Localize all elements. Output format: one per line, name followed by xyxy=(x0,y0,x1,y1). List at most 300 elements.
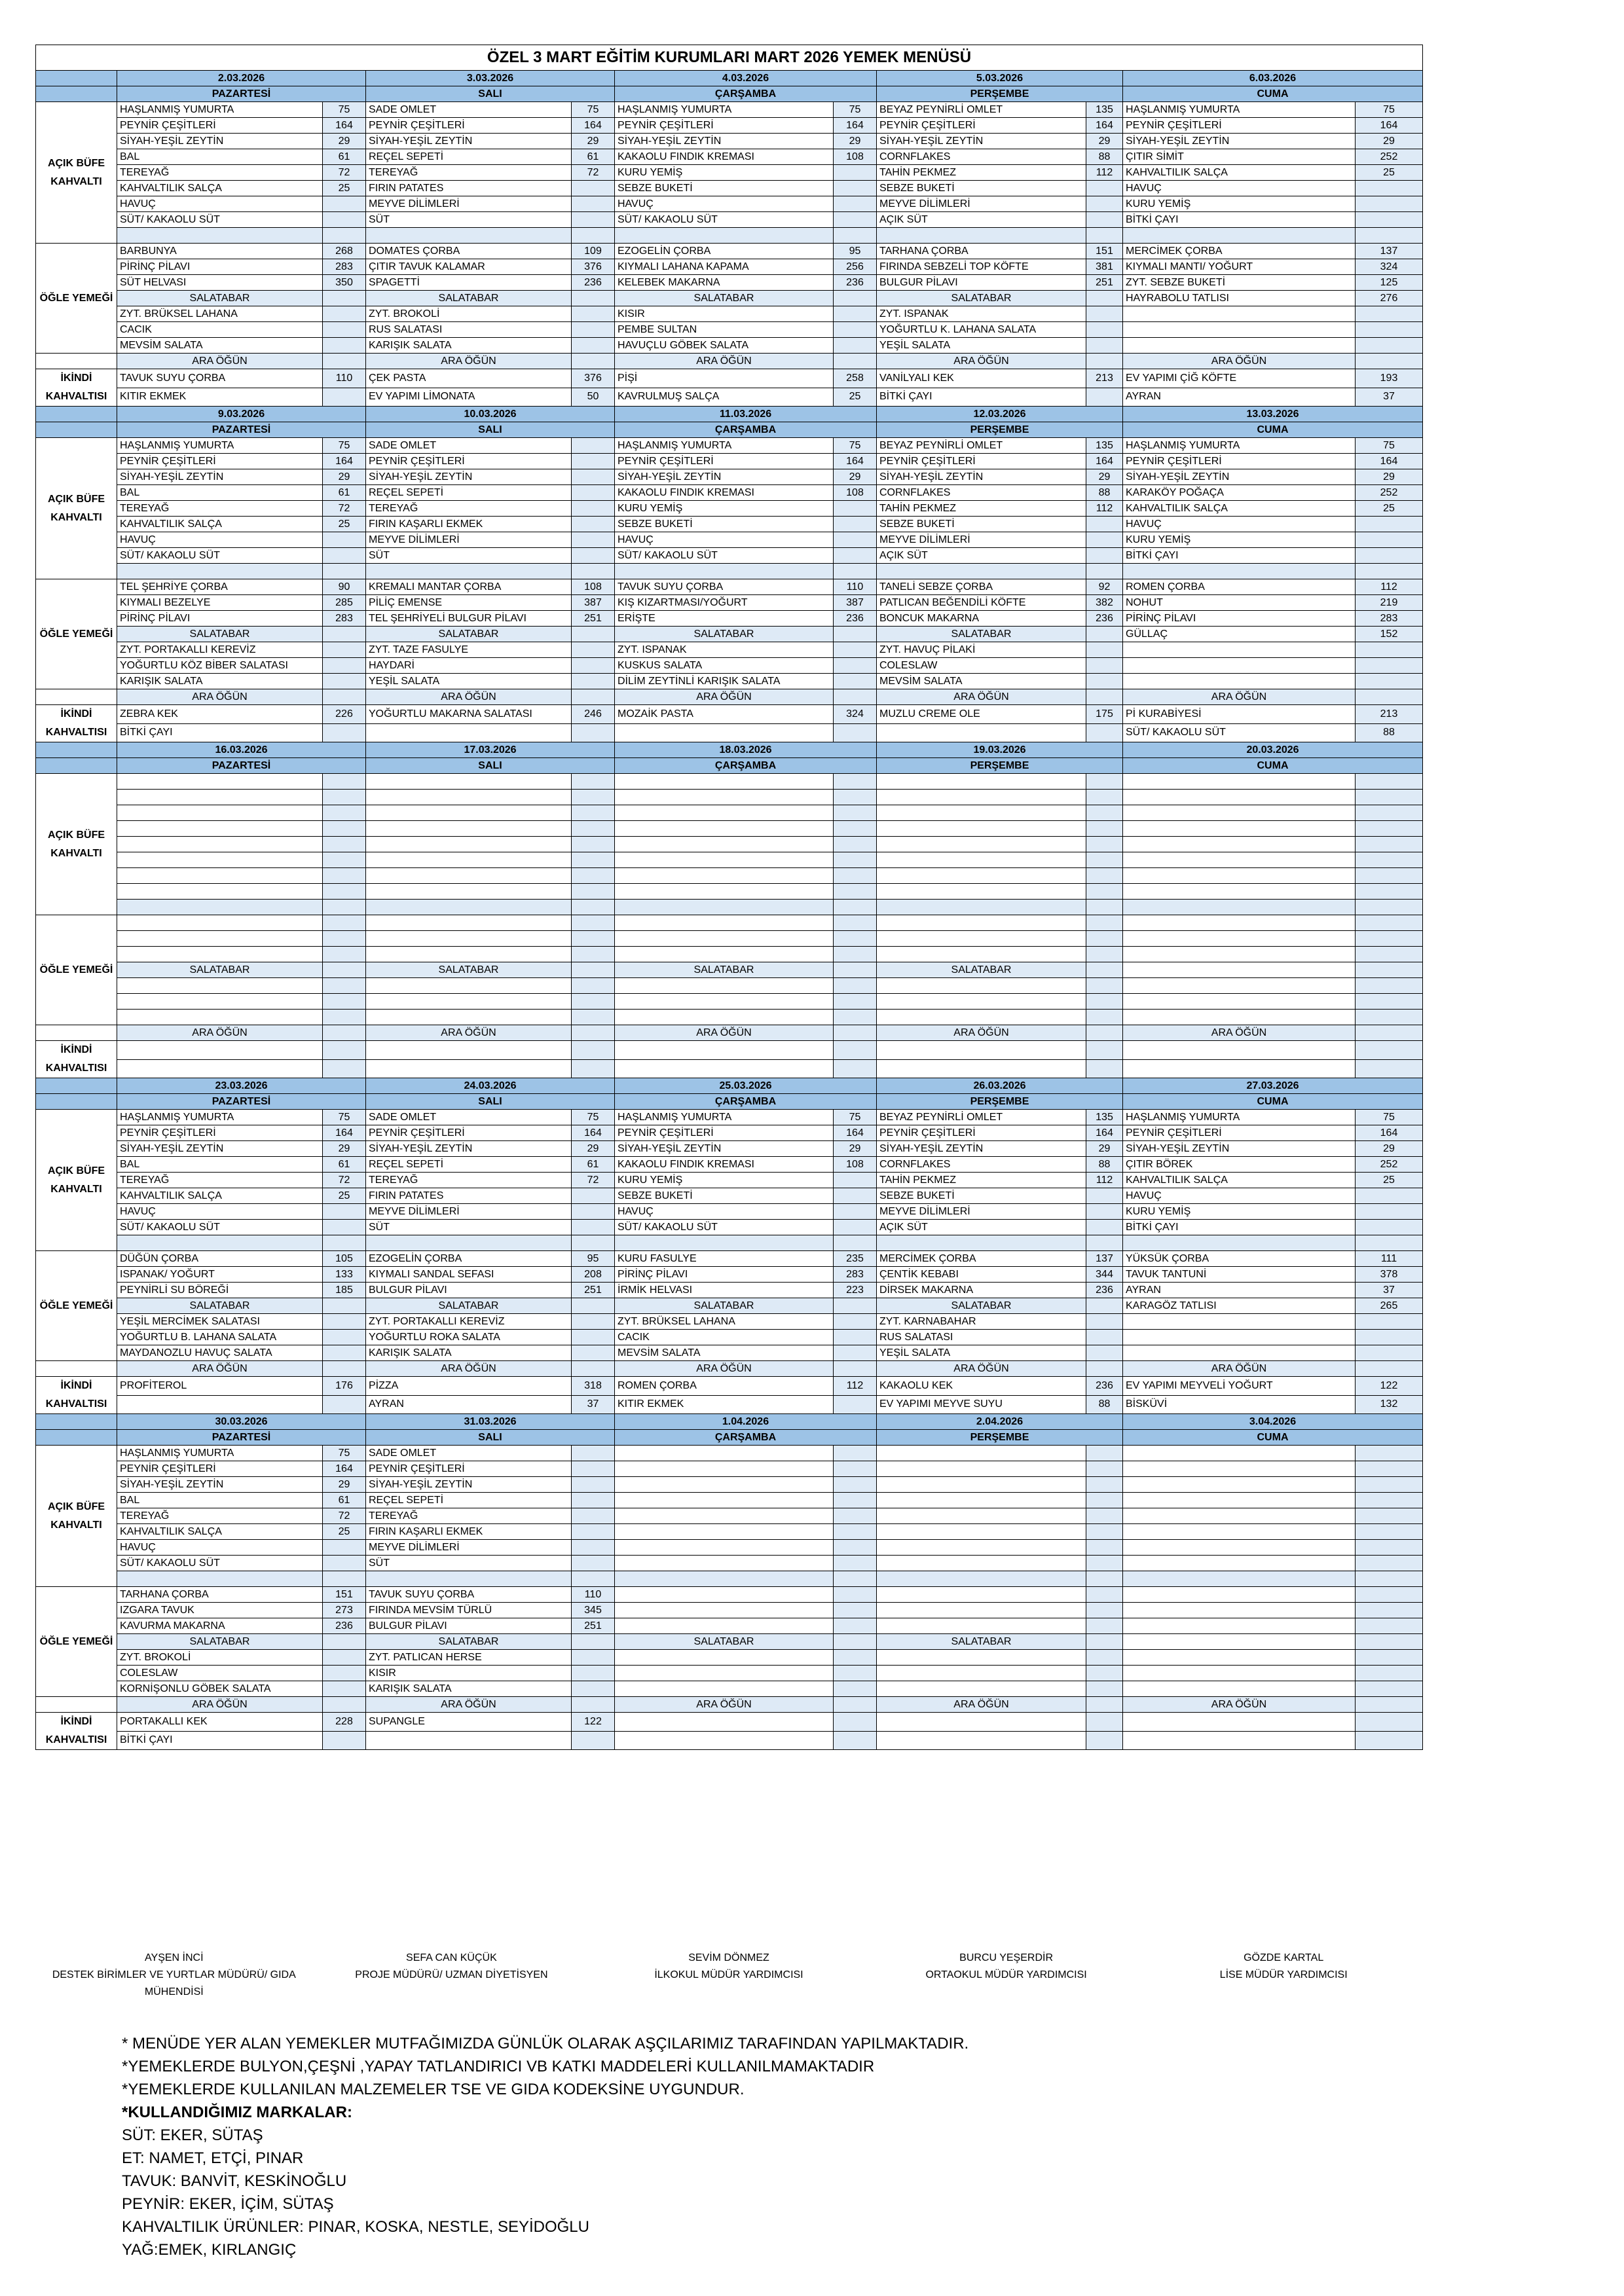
calorie-value: 75 xyxy=(1356,102,1423,118)
blank-cell xyxy=(323,1361,366,1377)
separator-cell xyxy=(117,900,323,915)
menu-item: ZYT. HAVUÇ PİLAKİ xyxy=(877,642,1086,658)
calorie-value: 387 xyxy=(572,595,615,611)
calorie-value xyxy=(323,852,366,868)
calorie-value xyxy=(834,1314,877,1330)
calorie-value: 133 xyxy=(323,1267,366,1283)
salatabar-label: SALATABAR xyxy=(615,291,834,306)
calorie-value xyxy=(834,532,877,548)
separator-cell xyxy=(615,900,834,915)
menu-item: HAVUÇ xyxy=(1123,1188,1356,1204)
table-row xyxy=(36,915,1423,931)
menu-item: FIRIN KAŞARLI EKMEK xyxy=(366,517,572,532)
menu-item xyxy=(1123,1666,1356,1681)
calorie-value xyxy=(1356,1461,1423,1477)
menu-item xyxy=(877,1587,1086,1603)
blank-cell xyxy=(36,1025,117,1041)
calorie-value xyxy=(834,1188,877,1204)
calorie-value xyxy=(1086,306,1123,322)
calorie-value xyxy=(834,1524,877,1540)
separator-cell xyxy=(1356,228,1423,244)
menu-item: SÜT/ KAKAOLU SÜT xyxy=(117,1220,323,1235)
calorie-value: 88 xyxy=(1086,149,1123,165)
menu-item: BAL xyxy=(117,1493,323,1508)
menu-item xyxy=(877,1603,1086,1618)
separator-cell xyxy=(366,1235,572,1251)
menu-item xyxy=(117,915,323,931)
menu-item: BEYAZ PEYNİRLİ OMLET xyxy=(877,438,1086,454)
signature-title: PROJE MÜDÜRÜ/ UZMAN DİYETİSYEN xyxy=(355,1969,548,1980)
calorie-value xyxy=(834,1461,877,1477)
menu-item xyxy=(877,774,1086,790)
menu-item xyxy=(877,1524,1086,1540)
calorie-value xyxy=(323,1298,366,1314)
calorie-value: 137 xyxy=(1086,1251,1123,1267)
separator-cell xyxy=(834,228,877,244)
menu-item xyxy=(117,884,323,900)
calorie-value xyxy=(1356,1220,1423,1235)
calorie-value xyxy=(1086,962,1123,978)
calorie-value xyxy=(1086,548,1123,564)
ara-ogun-label: ARA ÖĞÜN xyxy=(877,1697,1086,1713)
calorie-value: 164 xyxy=(1356,454,1423,469)
calorie-value xyxy=(323,548,366,564)
menu-item xyxy=(117,978,323,994)
menu-item xyxy=(1123,1493,1356,1508)
menu-item xyxy=(877,1493,1086,1508)
menu-item: HAVUÇ xyxy=(1123,517,1356,532)
menu-item: SPAGETTİ xyxy=(366,275,572,291)
ara-ogun-label: ARA ÖĞÜN xyxy=(366,1697,572,1713)
calorie-value: 75 xyxy=(323,438,366,454)
menu-item: RUS SALATASI xyxy=(877,1330,1086,1345)
menu-item: SÜT/ KAKAOLU SÜT xyxy=(615,212,834,228)
ara-ogun-label: ARA ÖĞÜN xyxy=(615,1025,834,1041)
calorie-value: 236 xyxy=(834,611,877,627)
separator-cell xyxy=(572,564,615,579)
calorie-value xyxy=(572,469,615,485)
calorie-value xyxy=(323,212,366,228)
calorie-value: 61 xyxy=(572,1157,615,1173)
calorie-value xyxy=(1086,322,1123,338)
menu-item xyxy=(615,1508,834,1524)
menu-item: MEVSİM SALATA xyxy=(615,1345,834,1361)
menu-item: HAŞLANMIŞ YUMURTA xyxy=(117,102,323,118)
calorie-value: 112 xyxy=(1086,1173,1123,1188)
menu-item xyxy=(877,1010,1086,1025)
menu-item: PEYNİR ÇEŞİTLERİ xyxy=(615,1125,834,1141)
calorie-value xyxy=(1086,978,1123,994)
signature-name: AYŞEN İNCİ xyxy=(145,1952,204,1963)
menu-item xyxy=(1123,994,1356,1010)
separator-cell xyxy=(615,564,834,579)
blank-cell xyxy=(36,1697,117,1713)
calorie-value xyxy=(1356,994,1423,1010)
calorie-value: 236 xyxy=(323,1618,366,1634)
table-row xyxy=(36,338,1423,354)
calorie-value: 108 xyxy=(834,149,877,165)
calorie-value xyxy=(1356,947,1423,962)
menu-item: SÜT xyxy=(366,212,572,228)
date-header: 23.03.2026 xyxy=(117,1078,366,1094)
menu-item xyxy=(615,1041,834,1060)
ara-ogun-label: ARA ÖĞÜN xyxy=(366,354,572,369)
separator-cell xyxy=(1356,1235,1423,1251)
menu-item: TEREYAĞ xyxy=(366,501,572,517)
menu-item: BARBUNYA xyxy=(117,244,323,259)
menu-item: KAHVALTILIK SALÇA xyxy=(117,517,323,532)
salatabar-label: SALATABAR xyxy=(366,1634,572,1650)
signature-row xyxy=(35,1950,1422,2001)
date-header: 4.03.2026 xyxy=(615,71,877,86)
day-header: PERŞEMBE xyxy=(877,1094,1123,1110)
menu-item: ZEBRA KEK xyxy=(117,705,323,724)
table-row xyxy=(36,674,1423,689)
menu-item xyxy=(615,1461,834,1477)
calorie-value xyxy=(323,915,366,931)
calorie-value xyxy=(834,674,877,689)
table-row xyxy=(36,422,1423,438)
menu-item: TEREYAĞ xyxy=(366,1173,572,1188)
calorie-value: 88 xyxy=(1086,485,1123,501)
table-row xyxy=(36,1204,1423,1220)
menu-item: YEŞİL SALATA xyxy=(877,338,1086,354)
calorie-value xyxy=(834,1603,877,1618)
table-row xyxy=(36,1603,1423,1618)
menu-item: HAVUÇLU GÖBEK SALATA xyxy=(615,338,834,354)
calorie-value: 75 xyxy=(834,102,877,118)
date-header: 12.03.2026 xyxy=(877,407,1123,422)
ara-ogun-label: ARA ÖĞÜN xyxy=(615,1361,834,1377)
calorie-value: 273 xyxy=(323,1603,366,1618)
menu-item: SİYAH-YEŞİL ZEYTİN xyxy=(1123,134,1356,149)
menu-item: PEYNİR ÇEŞİTLERİ xyxy=(1123,1125,1356,1141)
menu-item xyxy=(1123,642,1356,658)
menu-item: BİTKİ ÇAYI xyxy=(1123,548,1356,564)
calorie-value xyxy=(834,1395,877,1414)
calorie-value: 88 xyxy=(1086,1157,1123,1173)
menu-item xyxy=(1123,338,1356,354)
calorie-value: 135 xyxy=(1086,102,1123,118)
table-row xyxy=(36,837,1423,852)
menu-item xyxy=(877,1681,1086,1697)
ara-ogun-label: ARA ÖĞÜN xyxy=(117,1697,323,1713)
menu-item: SEBZE BUKETİ xyxy=(615,181,834,196)
calorie-value xyxy=(1356,1493,1423,1508)
calorie-value xyxy=(1356,1731,1423,1750)
calorie-value: 219 xyxy=(1356,595,1423,611)
calorie-value: 226 xyxy=(323,705,366,724)
calorie-value xyxy=(1356,1330,1423,1345)
menu-item: KISIR xyxy=(615,306,834,322)
calorie-value: 164 xyxy=(834,454,877,469)
calorie-value xyxy=(572,338,615,354)
menu-item: YEŞİL MERCİMEK SALATASI xyxy=(117,1314,323,1330)
calorie-value: 29 xyxy=(834,1141,877,1157)
menu-item: FIRIN PATATES xyxy=(366,1188,572,1204)
calorie-value: 151 xyxy=(1086,244,1123,259)
menu-item xyxy=(1123,306,1356,322)
table-row xyxy=(36,1041,1423,1060)
calorie-value xyxy=(1356,852,1423,868)
menu-item xyxy=(615,1603,834,1618)
menu-item: BİTKİ ÇAYI xyxy=(117,1731,323,1750)
calorie-value xyxy=(572,1059,615,1078)
menu-item xyxy=(117,790,323,805)
note-line: ET: NAMET, ETÇİ, PINAR xyxy=(122,2149,304,2167)
calorie-value xyxy=(1356,196,1423,212)
calorie-value xyxy=(1086,852,1123,868)
calorie-value: 72 xyxy=(323,1173,366,1188)
calorie-value: 164 xyxy=(1086,118,1123,134)
calorie-value xyxy=(1356,1446,1423,1461)
calorie-value xyxy=(323,1041,366,1060)
menu-item: BİTKİ ÇAYI xyxy=(877,388,1086,407)
table-row xyxy=(36,1650,1423,1666)
blank-cell xyxy=(834,1361,877,1377)
calorie-value: 252 xyxy=(1356,485,1423,501)
header-blank xyxy=(36,742,117,758)
day-header: PERŞEMBE xyxy=(877,422,1123,438)
menu-item: KAVURMA MAKARNA xyxy=(117,1618,323,1634)
menu-item: KITIR EKMEK xyxy=(615,1395,834,1414)
menu-item xyxy=(615,1524,834,1540)
calorie-value xyxy=(1086,1524,1123,1540)
menu-item: CORNFLAKES xyxy=(877,149,1086,165)
menu-item xyxy=(366,868,572,884)
menu-item xyxy=(615,1618,834,1634)
menu-item: KAHVALTILIK SALÇA xyxy=(1123,501,1356,517)
menu-item xyxy=(877,994,1086,1010)
notes-block xyxy=(122,2032,969,2261)
calorie-value: 268 xyxy=(323,244,366,259)
calorie-value xyxy=(323,1666,366,1681)
calorie-value xyxy=(834,994,877,1010)
menu-item xyxy=(1123,1314,1356,1330)
calorie-value xyxy=(834,517,877,532)
menu-item: KELEBEK MAKARNA xyxy=(615,275,834,291)
menu-item xyxy=(1123,1059,1356,1078)
salatabar-label: SALATABAR xyxy=(117,627,323,642)
calorie-value: 75 xyxy=(834,438,877,454)
menu-item xyxy=(877,1556,1086,1571)
table-row xyxy=(36,868,1423,884)
table-row xyxy=(36,228,1423,244)
menu-item: DİLİM ZEYTİNLİ KARIŞIK SALATA xyxy=(615,674,834,689)
note-line: SÜT: EKER, SÜTAŞ xyxy=(122,2126,263,2144)
day-header: CUMA xyxy=(1123,1430,1423,1446)
menu-item xyxy=(1123,674,1356,689)
menu-item: BULGUR PİLAVI xyxy=(877,275,1086,291)
calorie-value xyxy=(572,852,615,868)
calorie-value xyxy=(834,790,877,805)
menu-item: HAYRABOLU TATLISI xyxy=(1123,291,1356,306)
table-row xyxy=(36,369,1423,388)
table-row xyxy=(36,517,1423,532)
calorie-value: 72 xyxy=(323,501,366,517)
calorie-value xyxy=(1086,805,1123,821)
menu-item: ZYT. BROKOLİ xyxy=(117,1650,323,1666)
blank-cell xyxy=(572,689,615,705)
menu-item: YOĞURTLU K. LAHANA SALATA xyxy=(877,322,1086,338)
menu-item: EZOGELİN ÇORBA xyxy=(366,1251,572,1267)
menu-item xyxy=(117,1059,323,1078)
menu-item xyxy=(1123,1618,1356,1634)
calorie-value: 164 xyxy=(323,1461,366,1477)
menu-item: SİYAH-YEŞİL ZEYTİN xyxy=(366,1477,572,1493)
calorie-value xyxy=(1356,931,1423,947)
table-row xyxy=(36,102,1423,118)
calorie-value: 61 xyxy=(323,485,366,501)
calorie-value xyxy=(834,1298,877,1314)
calorie-value xyxy=(1356,1010,1423,1025)
calorie-value xyxy=(1086,837,1123,852)
calorie-value: 37 xyxy=(572,1395,615,1414)
date-header: 2.03.2026 xyxy=(117,71,366,86)
menu-item: BAL xyxy=(117,485,323,501)
date-header: 27.03.2026 xyxy=(1123,1078,1423,1094)
menu-item: KUSKUS SALATA xyxy=(615,658,834,674)
table-row xyxy=(36,994,1423,1010)
calorie-value: 29 xyxy=(323,1477,366,1493)
calorie-value: 185 xyxy=(323,1283,366,1298)
menu-item: MEYVE DİLİMLERİ xyxy=(366,196,572,212)
calorie-value xyxy=(323,947,366,962)
calorie-value: 318 xyxy=(572,1377,615,1396)
table-row xyxy=(36,758,1423,774)
ara-ogun-label: ARA ÖĞÜN xyxy=(1123,689,1356,705)
menu-item: TARHANA ÇORBA xyxy=(877,244,1086,259)
calorie-value: 25 xyxy=(323,1524,366,1540)
table-row xyxy=(36,611,1423,627)
menu-item xyxy=(615,821,834,837)
calorie-value: 95 xyxy=(834,244,877,259)
menu-item xyxy=(615,837,834,852)
menu-item: AYRAN xyxy=(1123,388,1356,407)
calorie-value xyxy=(1356,1587,1423,1603)
calorie-value xyxy=(323,1650,366,1666)
menu-item: SÜT xyxy=(366,548,572,564)
menu-item: SİYAH-YEŞİL ZEYTİN xyxy=(366,1141,572,1157)
table-row xyxy=(36,805,1423,821)
blank-cell xyxy=(1086,689,1123,705)
menu-item: HAŞLANMIŞ YUMURTA xyxy=(1123,438,1356,454)
table-row xyxy=(36,407,1423,422)
menu-item xyxy=(366,852,572,868)
menu-item: SÜT/ KAKAOLU SÜT xyxy=(117,212,323,228)
calorie-value: 283 xyxy=(323,259,366,275)
calorie-value xyxy=(834,1345,877,1361)
table-row xyxy=(36,627,1423,642)
menu-item: SİYAH-YEŞİL ZEYTİN xyxy=(615,1141,834,1157)
calorie-value: 251 xyxy=(572,611,615,627)
separator-cell xyxy=(877,900,1086,915)
menu-item xyxy=(366,774,572,790)
table-row xyxy=(36,947,1423,962)
calorie-value: 29 xyxy=(834,134,877,149)
section-label-kahvalti: AÇIK BÜFE KAHVALTI xyxy=(36,1110,117,1251)
menu-item xyxy=(877,805,1086,821)
calorie-value: 381 xyxy=(1086,259,1123,275)
menu-item: MAYDANOZLU HAVUÇ SALATA xyxy=(117,1345,323,1361)
day-header: PAZARTESİ xyxy=(117,86,366,102)
menu-item: SİYAH-YEŞİL ZEYTİN xyxy=(615,134,834,149)
calorie-value: 50 xyxy=(572,388,615,407)
day-header: SALI xyxy=(366,1430,615,1446)
blank-cell xyxy=(1086,354,1123,369)
day-header: SALI xyxy=(366,422,615,438)
calorie-value xyxy=(834,1041,877,1060)
table-row xyxy=(36,196,1423,212)
note-line: PEYNİR: EKER, İÇİM, SÜTAŞ xyxy=(122,2195,334,2213)
menu-item: ÇITIR BÖREK xyxy=(1123,1157,1356,1173)
menu-item xyxy=(1123,1681,1356,1697)
table-row xyxy=(36,1345,1423,1361)
ara-ogun-label: ARA ÖĞÜN xyxy=(615,354,834,369)
calorie-value: 378 xyxy=(1356,1267,1423,1283)
calorie-value xyxy=(1086,517,1123,532)
blank-cell xyxy=(572,354,615,369)
menu-item: PEYNİR ÇEŞİTLERİ xyxy=(877,1125,1086,1141)
calorie-value: 29 xyxy=(1086,469,1123,485)
table-row xyxy=(36,1110,1423,1125)
calorie-value xyxy=(1086,1666,1123,1681)
calorie-value xyxy=(323,1731,366,1750)
menu-item: KAVRULMUŞ SALÇA xyxy=(615,388,834,407)
menu-item: PİRİNÇ PİLAVI xyxy=(1123,611,1356,627)
signature-block xyxy=(313,1950,591,2001)
menu-item xyxy=(1123,1010,1356,1025)
calorie-value xyxy=(834,1477,877,1493)
calorie-value: 213 xyxy=(1356,705,1423,724)
calorie-value: 61 xyxy=(323,1157,366,1173)
table-row xyxy=(36,742,1423,758)
table-row xyxy=(36,438,1423,454)
menu-item xyxy=(1123,790,1356,805)
calorie-value xyxy=(572,212,615,228)
menu-item: TAHİN PEKMEZ xyxy=(877,501,1086,517)
menu-item xyxy=(366,915,572,931)
menu-item: ÇITIR SİMİT xyxy=(1123,149,1356,165)
blank-cell xyxy=(1356,1025,1423,1041)
calorie-value: 108 xyxy=(834,1157,877,1173)
calorie-value: 387 xyxy=(834,595,877,611)
menu-item xyxy=(1123,837,1356,852)
calorie-value: 72 xyxy=(572,1173,615,1188)
calorie-value xyxy=(323,790,366,805)
menu-item: REÇEL SEPETİ xyxy=(366,1157,572,1173)
menu-item: SÜT/ KAKAOLU SÜT xyxy=(117,548,323,564)
menu-item: SİYAH-YEŞİL ZEYTİN xyxy=(615,469,834,485)
calorie-value: 29 xyxy=(1356,134,1423,149)
menu-item xyxy=(1123,1587,1356,1603)
calorie-value xyxy=(323,837,366,852)
calorie-value xyxy=(834,1204,877,1220)
calorie-value xyxy=(323,994,366,1010)
calorie-value xyxy=(323,1540,366,1556)
salatabar-label: SALATABAR xyxy=(877,627,1086,642)
calorie-value xyxy=(1356,774,1423,790)
day-header: SALI xyxy=(366,1094,615,1110)
table-row xyxy=(36,1188,1423,1204)
separator-cell xyxy=(1123,228,1356,244)
table-row xyxy=(36,532,1423,548)
calorie-value xyxy=(834,821,877,837)
menu-item: AÇIK SÜT xyxy=(877,212,1086,228)
calorie-value xyxy=(834,196,877,212)
date-header: 17.03.2026 xyxy=(366,742,615,758)
calorie-value xyxy=(572,805,615,821)
